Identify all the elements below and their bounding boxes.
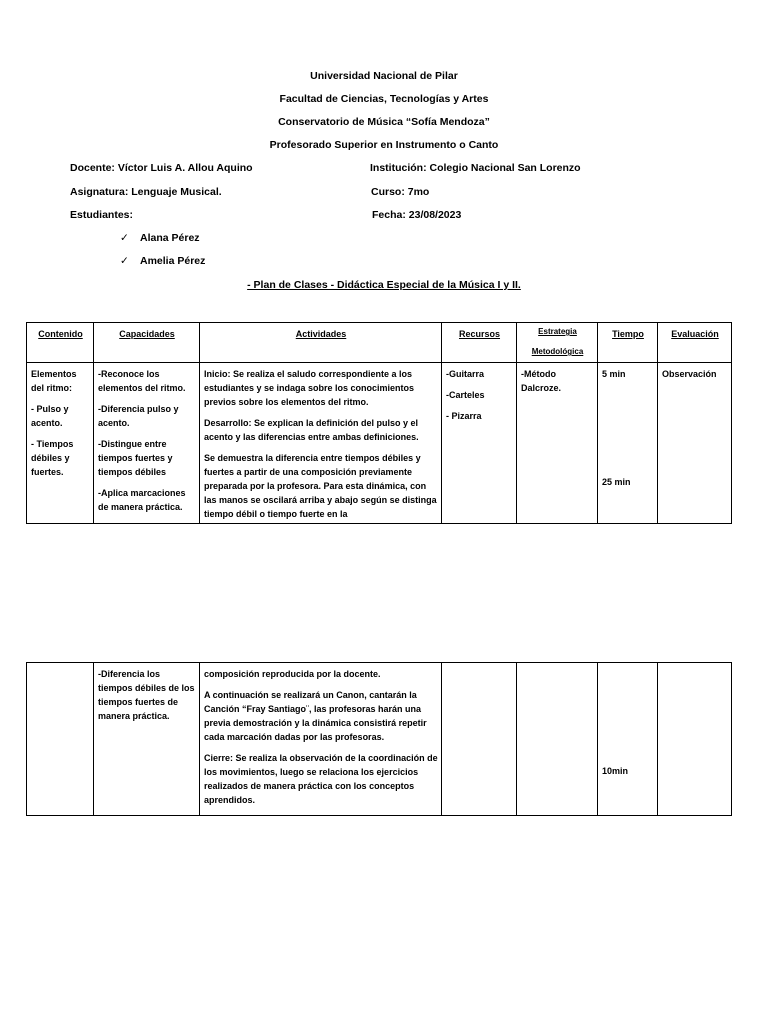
estudiantes-label: Estudiantes: [70, 209, 134, 221]
header-estrategia: Estrategia Metodológica [517, 323, 598, 363]
cell-evaluacion: Observación [658, 363, 732, 524]
university-name: Universidad Nacional de Pilar [310, 70, 458, 82]
lesson-plan-table-continued [26, 662, 732, 816]
program-name: Profesorado Superior en Instrumento o Canto [269, 139, 499, 151]
cell-actividades: composición reproducida por la docente. A continuación se realizará un Canon, cantarán la Canción “Fray Santiago¨, las profesoras harán una previa demostración y la dinámica consistirá repetir cada marcación dadas por las profesoras. Cierre: Se realiza la observación de la coordinación de los movimientos, luego se relaciona los ejercicios realizados de manera práctica con los conceptos aprendidos. [200, 663, 442, 816]
table-row [27, 663, 732, 816]
student-name: Alana Pérez [140, 232, 200, 244]
cell-estrategia: -Método Dalcroze. [517, 363, 598, 524]
docente-label: Docente: Víctor Luis A. Allou Aquino [70, 162, 253, 174]
header-evaluacion: Evaluación [658, 323, 732, 363]
table-header-row [27, 323, 732, 363]
cell-tiempo: 5 min 25 min [598, 363, 658, 524]
cell-actividades: Inicio: Se realiza el saludo correspondiente a los estudiantes y se indaga sobre los conocimientos previos sobre los elementos del ritmo. Desarrollo: Se explican la definición del pulso y el acento y las diferencias entre ambas definiciones. Se demuestra la diferencia entre tiempos débiles y fuertes a partir de una composición previamente preparada por la profesora. Para esta dinámica, con las manos se oscilará arriba y abajo según se distinga tiempo débil o tiempo fuerte en la [200, 363, 442, 524]
table-row [27, 363, 732, 524]
cell-recursos [442, 663, 517, 816]
fecha-label: Fecha: 23/08/2023 [372, 209, 462, 221]
check-icon: ✓ [120, 232, 129, 244]
cell-recursos: -Guitarra -Carteles - Pizarra [442, 363, 517, 524]
student-item [120, 255, 205, 267]
header-capacidades: Capacidades [94, 323, 200, 363]
conservatory-name: Conservatorio de Música “Sofía Mendoza” [278, 116, 490, 128]
lesson-plan-table [26, 322, 732, 524]
student-name: Amelia Pérez [140, 255, 206, 267]
cell-contenido [27, 663, 94, 816]
cell-estrategia [517, 663, 598, 816]
header-actividades: Actividades [200, 323, 442, 363]
header-tiempo: Tiempo [598, 323, 658, 363]
check-icon: ✓ [120, 255, 129, 267]
plan-title: - Plan de Clases - Didáctica Especial de la Música I y II. [247, 279, 521, 291]
asignatura-label: Asignatura: Lenguaje Musical. [70, 186, 222, 198]
cell-evaluacion [658, 663, 732, 816]
cell-contenido: Elementos del ritmo: - Pulso y acento. - Tiempos débiles y fuertes. [27, 363, 94, 524]
cell-capacidades: -Diferencia los tiempos débiles de los tiempos fuertes de manera práctica. [94, 663, 200, 816]
header-recursos: Recursos [442, 323, 517, 363]
curso-label: Curso: 7mo [371, 186, 430, 198]
cell-capacidades: -Reconoce los elementos del ritmo. -Diferencia pulso y acento. -Distingue entre tiempos fuertes y tiempos débiles -Aplica marcaciones de manera práctica. [94, 363, 200, 524]
institucion-label: Institución: Colegio Nacional San Lorenzo [370, 162, 581, 174]
cell-tiempo: 10min [598, 663, 658, 816]
faculty-name: Facultad de Ciencias, Tecnologías y Artes [279, 93, 489, 105]
student-item [120, 232, 200, 244]
header-contenido: Contenido [27, 323, 94, 363]
